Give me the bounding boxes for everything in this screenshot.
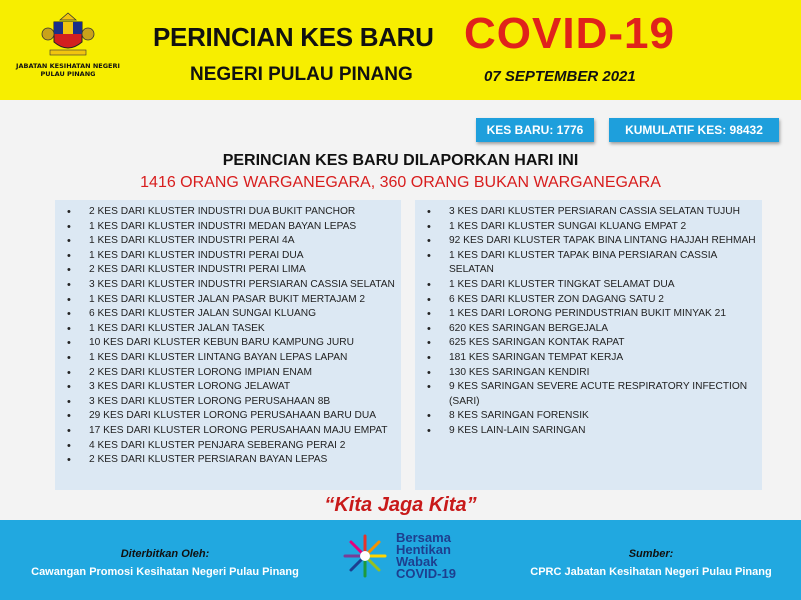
list-item: • 2 KES DARI KLUSTER INDUSTRI PERAI LIMA — [63, 263, 395, 278]
list-item: • 2 KES DARI KLUSTER LORONG IMPIAN ENAM — [63, 366, 395, 381]
list-item: • 8 KES SARINGAN FORENSIK — [423, 409, 756, 424]
covid-title: COVID-19 — [464, 9, 675, 58]
list-item: • 4 KES DARI KLUSTER PENJARA SEBERANG PERAI 2 — [63, 439, 395, 454]
list-item: • 1 KES DARI KLUSTER JALAN PASAR BUKIT MERTAJAM 2 — [63, 293, 395, 308]
list-item: • 1 KES DARI KLUSTER INDUSTRI PERAI DUA — [63, 249, 395, 264]
list-item: • 130 KES SARINGAN KENDIRI — [423, 366, 756, 381]
right-cluster-panel — [415, 200, 762, 490]
list-item: • 1 KES DARI KLUSTER LINTANG BAYAN LEPAS LAPAN — [63, 351, 395, 366]
list-item: • 6 KES DARI KLUSTER ZON DAGANG SATU 2 — [423, 293, 756, 308]
list-item: • 1 KES DARI KLUSTER JALAN TASEK — [63, 322, 395, 337]
publisher-label: Diterbitkan Oleh: — [120, 548, 210, 560]
slogan: “Kita Jaga Kita” — [324, 494, 477, 516]
publisher-name: Cawangan Promosi Kesihatan Negeri Pulau Pinang — [31, 566, 299, 578]
summary-breakdown: 1416 ORANG WARGANEGARA, 360 ORANG BUKAN WARGANEGARA — [140, 174, 661, 191]
list-item: • 92 KES DARI KLUSTER TAPAK BINA LINTANG HAJJAH REHMAH — [423, 234, 756, 249]
list-item: • 10 KES DARI KLUSTER KEBUN BARU KAMPUNG JURU — [63, 336, 395, 351]
list-item: • 9 KES SARINGAN SEVERE ACUTE RESPIRATORY INFECTION (SARI) — [423, 380, 756, 409]
left-cluster-panel — [55, 200, 401, 490]
source-label: Sumber: — [628, 548, 674, 560]
logo-line: Bersama — [396, 530, 451, 545]
summary-title: PERINCIAN KES BARU DILAPORKAN HARI INI — [222, 152, 579, 169]
list-item: • 17 KES DARI KLUSTER LORONG PERUSAHAAN MAJU EMPAT — [63, 424, 395, 439]
list-item: • 1 KES DARI KLUSTER TAPAK BINA PERSIARAN CASSIA SELATAN — [423, 249, 756, 278]
list-item: • 29 KES DARI KLUSTER LORONG PERUSAHAAN BARU DUA — [63, 409, 395, 424]
campaign-logo-text — [396, 532, 456, 580]
list-item: • 9 KES LAIN-LAIN SARINGAN — [423, 424, 756, 439]
list-item: • 2 KES DARI KLUSTER PERSIARAN BAYAN LEPAS — [63, 453, 395, 468]
logo-line: COVID-19 — [396, 566, 456, 581]
new-cases-badge: KES BARU: 1776 — [476, 118, 594, 142]
list-item: • 2 KES DARI KLUSTER INDUSTRI DUA BUKIT PANCHOR — [63, 205, 395, 220]
list-item: • 181 KES SARINGAN TEMPAT KERJA — [423, 351, 756, 366]
source-name: CPRC Jabatan Kesihatan Negeri Pulau Pinang — [530, 566, 772, 578]
list-item: • 1 KES DARI KLUSTER INDUSTRI MEDAN BAYAN LEPAS — [63, 220, 395, 235]
state-name: NEGERI PULAU PINANG — [190, 64, 413, 85]
campaign-logo-icon — [340, 530, 390, 586]
list-item: • 620 KES SARINGAN BERGEJALA — [423, 322, 756, 337]
list-item: • 1 KES DARI KLUSTER SUNGAI KLUANG EMPAT 2 — [423, 220, 756, 235]
list-item: • 3 KES DARI KLUSTER LORONG JELAWAT — [63, 380, 395, 395]
list-item: • 1 KES DARI LORONG PERINDUSTRIAN BUKIT MINYAK 21 — [423, 307, 756, 322]
logo-line: Wabak — [396, 554, 438, 569]
cumulative-cases-badge: KUMULATIF KES: 98432 — [609, 118, 779, 142]
list-item: • 1 KES DARI KLUSTER TINGKAT SELAMAT DUA — [423, 278, 756, 293]
list-item: • 3 KES DARI KLUSTER LORONG PERUSAHAAN 8B — [63, 395, 395, 410]
list-item: • 625 KES SARINGAN KONTAK RAPAT — [423, 336, 756, 351]
department-name: JABATAN KESIHATAN NEGERI PULAU PINANG — [16, 62, 120, 78]
page-title: PERINCIAN KES BARU — [153, 22, 434, 52]
list-item: • 6 KES DARI KLUSTER JALAN SUNGAI KLUANG — [63, 307, 395, 322]
report-date: 07 SEPTEMBER 2021 — [484, 68, 636, 85]
coat-of-arms-icon — [40, 12, 96, 58]
logo-line: Hentikan — [396, 542, 451, 557]
left-cluster-list — [63, 205, 395, 468]
list-item: • 1 KES DARI KLUSTER INDUSTRI PERAI 4A — [63, 234, 395, 249]
right-cluster-list — [423, 205, 756, 439]
list-item: • 3 KES DARI KLUSTER PERSIARAN CASSIA SELATAN TUJUH — [423, 205, 756, 220]
list-item: • 3 KES DARI KLUSTER INDUSTRI PERSIARAN CASSIA SELATAN — [63, 278, 395, 293]
